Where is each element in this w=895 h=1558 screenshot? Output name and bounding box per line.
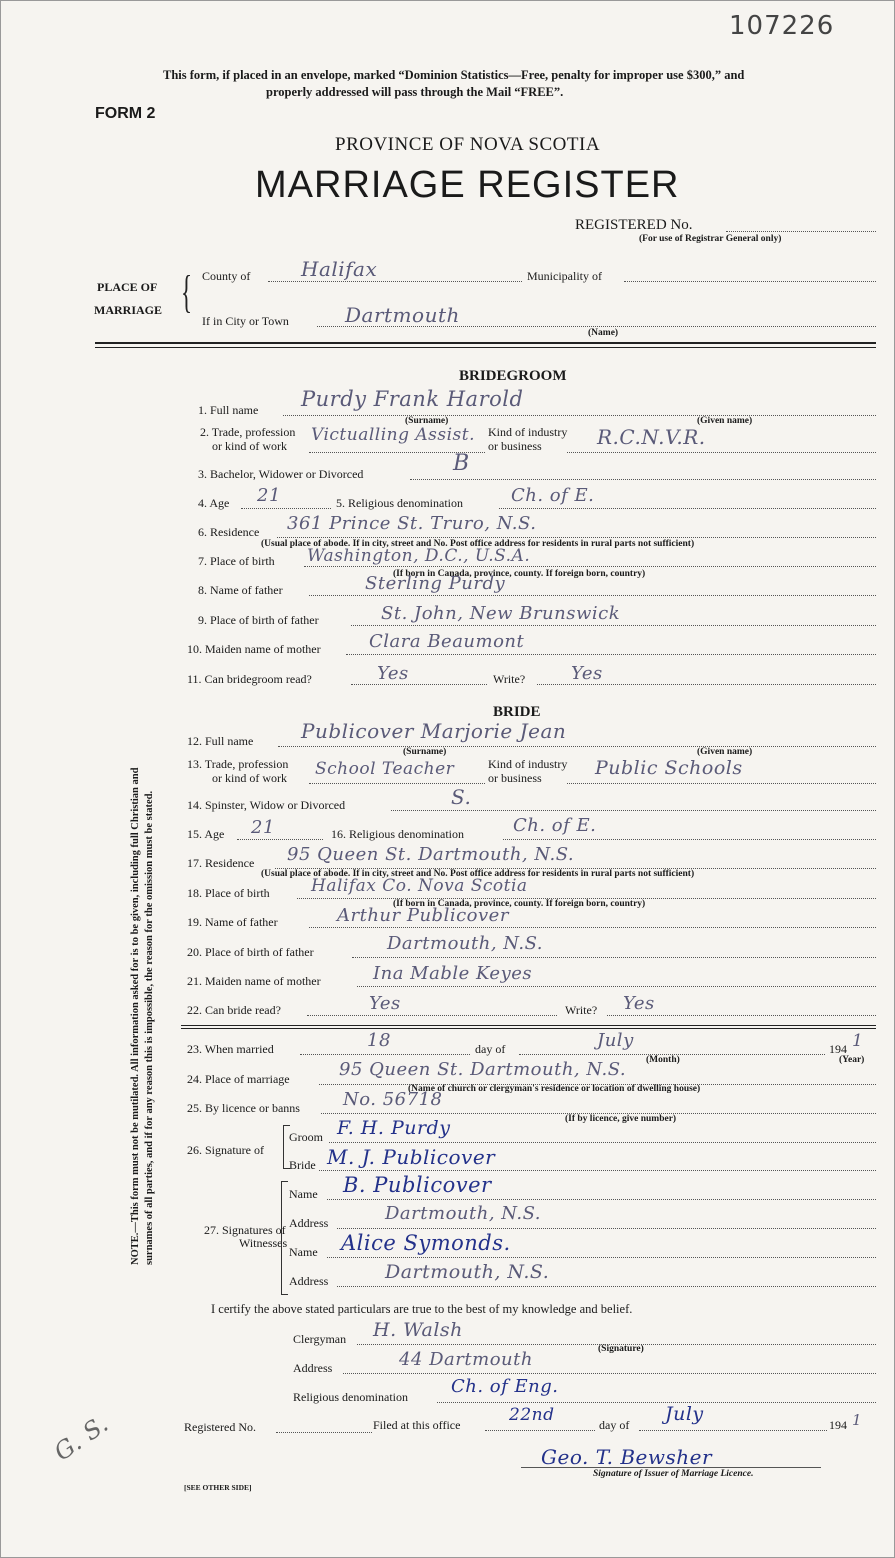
bride-heading: BRIDE bbox=[493, 704, 541, 720]
clergy-religion-line bbox=[437, 1402, 876, 1403]
side-note-line2: surnames of all parties, and if for any reason this is impossible, the reason for the omission must be stated. bbox=[144, 790, 155, 1265]
bride-line-15 bbox=[237, 839, 323, 840]
bride-label-17: 17. Residence bbox=[187, 856, 255, 870]
divider-mid-1 bbox=[181, 1025, 876, 1026]
bride-age: 21 bbox=[251, 817, 275, 838]
groom-trade: Victualling Assist. bbox=[311, 425, 476, 445]
form-label: FORM 2 bbox=[95, 105, 156, 122]
marriage-place: 95 Queen St. Dartmouth, N.S. bbox=[339, 1059, 627, 1080]
groom-label-10: 10. Maiden name of mother bbox=[187, 642, 321, 656]
bride-residence-note: (Usual place of abode. If in city, street and No. Post office address for residents in rural parts not sufficient) bbox=[261, 869, 695, 879]
witness1-address-label: Address bbox=[289, 1216, 329, 1230]
filing-filed-label: Filed at this office bbox=[373, 1418, 461, 1432]
issuer-line bbox=[521, 1467, 821, 1468]
groom-write-line bbox=[537, 684, 876, 685]
marriage-month-note: (Month) bbox=[646, 1055, 680, 1065]
bride-religion: Ch. of E. bbox=[513, 815, 597, 836]
filing-registered-line bbox=[276, 1432, 372, 1433]
filing-year-prefix: 194 bbox=[829, 1418, 847, 1432]
divider-mid-2 bbox=[181, 1028, 876, 1029]
clergyman-signature: H. Walsh bbox=[373, 1319, 463, 1341]
bride-sig-line bbox=[319, 1170, 876, 1171]
bride-read-line bbox=[307, 1015, 557, 1016]
county-label: County of bbox=[202, 269, 251, 283]
groom-label-9: 9. Place of birth of father bbox=[198, 613, 319, 627]
municipality-line bbox=[624, 281, 876, 282]
groom-line-9 bbox=[351, 625, 876, 626]
bride-signature: M. J. Publicover bbox=[327, 1145, 496, 1169]
bride-label-20: 20. Place of birth of father bbox=[187, 945, 314, 959]
bride-line-12 bbox=[278, 746, 876, 747]
witness1-name-line bbox=[327, 1199, 876, 1200]
bride-sig-label: Bride bbox=[289, 1158, 316, 1172]
page-title: MARRIAGE REGISTER bbox=[255, 164, 680, 206]
bride-line-20 bbox=[352, 957, 876, 958]
marriage-licence-note: (If by licence, give number) bbox=[565, 1114, 677, 1124]
groom-line-1 bbox=[283, 415, 876, 416]
groom-residence: 361 Prince St. Truro, N.S. bbox=[287, 513, 537, 534]
witness2-address-line bbox=[337, 1286, 876, 1287]
bride-trade-line bbox=[309, 783, 485, 784]
groom-birthplace: Washington, D.C., U.S.A. bbox=[307, 546, 531, 566]
groom-full-name: Purdy Frank Harold bbox=[301, 387, 524, 411]
groom-label-8: 8. Name of father bbox=[198, 583, 283, 597]
bride-line-21 bbox=[357, 986, 876, 987]
clergy-religion: Ch. of Eng. bbox=[451, 1376, 559, 1397]
groom-line-3 bbox=[410, 479, 876, 480]
witness2-name: Alice Symonds. bbox=[341, 1231, 511, 1255]
groom-label-5: 5. Religious denomination bbox=[336, 496, 463, 510]
witness1-address: Dartmouth, N.S. bbox=[385, 1203, 541, 1224]
bride-write-line bbox=[607, 1015, 876, 1016]
groom-read-line bbox=[351, 684, 487, 685]
place-heading-2: MARRIAGE bbox=[94, 303, 162, 317]
bride-label-12: 12. Full name bbox=[187, 734, 254, 748]
witness2-name-line bbox=[327, 1257, 876, 1258]
marriage-label-25: 25. By licence or banns bbox=[187, 1101, 300, 1115]
see-other-side: [SEE OTHER SIDE] bbox=[184, 1483, 252, 1492]
groom-label-1: 1. Full name bbox=[198, 403, 259, 417]
bride-trade: School Teacher bbox=[315, 759, 455, 779]
groom-mother: Clara Beaumont bbox=[369, 631, 525, 652]
witness1-address-line bbox=[337, 1228, 876, 1229]
bride-line-14 bbox=[391, 810, 876, 811]
witness-label-b: Witnesses bbox=[239, 1236, 288, 1250]
groom-label-11: 11. Can bridegroom read? bbox=[187, 672, 312, 686]
bridegroom-heading: BRIDEGROOM bbox=[459, 368, 567, 384]
marriage-label-26: 26. Signature of bbox=[187, 1143, 264, 1157]
bride-father-birth: Dartmouth, N.S. bbox=[387, 933, 543, 954]
issuer-label: Signature of Issuer of Marriage Licence. bbox=[593, 1469, 754, 1479]
bride-given-note: (Given name) bbox=[697, 747, 753, 757]
bride-industry: Public Schools bbox=[595, 757, 743, 779]
marriage-label-23: 23. When married bbox=[187, 1042, 274, 1056]
groom-label-6: 6. Residence bbox=[198, 525, 260, 539]
groom-surname-note: (Surname) bbox=[405, 416, 449, 426]
groom-line-10 bbox=[346, 654, 876, 655]
groom-label-2a: 2. Trade, profession bbox=[200, 425, 296, 439]
groom-label-2b: or kind of work bbox=[212, 439, 287, 453]
registered-no-line bbox=[726, 231, 876, 232]
divider-top-1 bbox=[95, 342, 876, 344]
marriage-year-note: (Year) bbox=[839, 1055, 865, 1065]
clergy-address: 44 Dartmouth bbox=[399, 1349, 533, 1370]
groom-line-8 bbox=[309, 595, 876, 596]
marriage-licence: No. 56718 bbox=[343, 1089, 443, 1110]
bride-industry-label-a: Kind of industry bbox=[488, 757, 568, 771]
groom-label-4: 4. Age bbox=[198, 496, 230, 510]
filing-day-of-label: day of bbox=[599, 1418, 630, 1432]
registered-no-label: REGISTERED No. bbox=[575, 217, 693, 233]
divider-top-2 bbox=[95, 347, 876, 348]
groom-given-note: (Given name) bbox=[697, 416, 753, 426]
bride-label-18: 18. Place of birth bbox=[187, 886, 270, 900]
bride-read: Yes bbox=[369, 993, 401, 1014]
bride-write: Yes bbox=[623, 993, 655, 1014]
province-heading: PROVINCE OF NOVA SCOTIA bbox=[335, 134, 601, 155]
groom-industry-label-a: Kind of industry bbox=[488, 425, 568, 439]
postal-notice-line1: This form, if placed in an envelope, marked “Dominion Statistics—Free, penalty for improper use $300,” and bbox=[163, 68, 745, 82]
groom-status: B bbox=[453, 451, 470, 476]
bride-surname-note: (Surname) bbox=[403, 747, 447, 757]
bride-label-19: 19. Name of father bbox=[187, 915, 278, 929]
marriage-year-prefix: 194 bbox=[829, 1042, 847, 1056]
bride-birth-note: (If born in Canada, province, county. If foreign born, country) bbox=[393, 899, 646, 909]
witness2-address-label: Address bbox=[289, 1274, 329, 1288]
marriage-day-of-label: day of bbox=[475, 1042, 506, 1056]
side-note-line1: NOTE.—This form must not be mutilated. All information asked for is to be given, including full Christian and bbox=[130, 767, 141, 1265]
filing-registered-label: Registered No. bbox=[184, 1420, 256, 1434]
groom-label-3: 3. Bachelor, Widower or Divorced bbox=[198, 467, 364, 481]
bride-birthplace: Halifax Co. Nova Scotia bbox=[311, 876, 528, 896]
groom-father: Sterling Purdy bbox=[365, 573, 506, 594]
bride-full-name: Publicover Marjorie Jean bbox=[301, 719, 567, 743]
clergy-religion-label: Religious denomination bbox=[293, 1390, 408, 1404]
bride-label-15: 15. Age bbox=[187, 827, 225, 841]
margin-initials: G. S. bbox=[48, 1409, 114, 1467]
bride-residence: 95 Queen St. Dartmouth, N.S. bbox=[287, 844, 575, 865]
groom-line-4 bbox=[241, 508, 331, 509]
bride-line-19 bbox=[309, 927, 876, 928]
groom-religion: Ch. of E. bbox=[511, 485, 595, 506]
bride-mother: Ina Mable Keyes bbox=[373, 963, 533, 984]
document-number: 107226 bbox=[729, 11, 835, 41]
filing-year-digit: 1 bbox=[852, 1411, 863, 1429]
bride-label-14: 14. Spinster, Widow or Divorced bbox=[187, 798, 346, 812]
filing-month: July bbox=[665, 1403, 704, 1425]
place-brace: { bbox=[181, 266, 193, 317]
bride-line-16 bbox=[503, 839, 876, 840]
witness2-name-label: Name bbox=[289, 1245, 318, 1259]
marriage-month: July bbox=[597, 1030, 634, 1051]
marriage-year-digit: 1 bbox=[852, 1031, 864, 1051]
bride-father: Arthur Publicover bbox=[337, 905, 509, 926]
groom-industry-label-b: or business bbox=[488, 439, 542, 453]
groom-write-label: Write? bbox=[493, 672, 526, 686]
bride-industry-line bbox=[567, 783, 876, 784]
groom-industry: R.C.N.V.R. bbox=[597, 425, 706, 449]
bride-label-21: 21. Maiden name of mother bbox=[187, 974, 321, 988]
witness1-name: B. Publicover bbox=[343, 1173, 492, 1197]
clergy-address-line bbox=[343, 1373, 876, 1374]
groom-line-5 bbox=[499, 508, 876, 509]
groom-label-7: 7. Place of birth bbox=[198, 554, 275, 568]
witness1-name-label: Name bbox=[289, 1187, 318, 1201]
municipality-label: Municipality of bbox=[527, 269, 602, 283]
marriage-day-line bbox=[300, 1054, 470, 1055]
bride-write-label: Write? bbox=[565, 1003, 598, 1017]
groom-signature: F. H. Purdy bbox=[337, 1117, 451, 1139]
groom-write: Yes bbox=[571, 663, 603, 684]
registrar-note: (For use of Registrar General only) bbox=[639, 234, 782, 244]
bride-industry-label-b: or business bbox=[488, 771, 542, 785]
marriage-day: 18 bbox=[367, 1030, 391, 1051]
groom-sig-label: Groom bbox=[289, 1130, 323, 1144]
groom-sig-line bbox=[329, 1142, 876, 1143]
city-value: Dartmouth bbox=[345, 303, 460, 327]
filing-month-line bbox=[639, 1430, 827, 1431]
certification-statement: I certify the above stated particulars are true to the best of my knowledge and belief. bbox=[211, 1302, 633, 1316]
filing-day-line bbox=[485, 1430, 595, 1431]
groom-birth-note: (If born in Canada, province, county. If foreign born, country) bbox=[393, 569, 646, 579]
city-label: If in City or Town bbox=[202, 314, 289, 328]
groom-father-birth: St. John, New Brunswick bbox=[381, 603, 621, 624]
groom-read: Yes bbox=[377, 663, 409, 684]
witness-bracket bbox=[281, 1181, 288, 1295]
county-line bbox=[268, 281, 522, 282]
marriage-label-24: 24. Place of marriage bbox=[187, 1072, 290, 1086]
clergy-address-label: Address bbox=[293, 1361, 333, 1375]
bride-label-13a: 13. Trade, profession bbox=[187, 757, 289, 771]
filing-day: 22nd bbox=[509, 1405, 555, 1425]
issuer-signature: Geo. T. Bewsher bbox=[541, 1445, 713, 1469]
postal-notice-line2: properly addressed will pass through the Mail “FREE”. bbox=[266, 85, 564, 99]
witness-label-a: 27. Signatures of bbox=[204, 1223, 286, 1237]
groom-line-6 bbox=[277, 537, 876, 538]
clergyman-label: Clergyman bbox=[293, 1332, 347, 1346]
bride-label-13b: or kind of work bbox=[212, 771, 287, 785]
city-name-note: (Name) bbox=[588, 328, 619, 338]
clergyman-signature-note: (Signature) bbox=[598, 1344, 644, 1354]
bride-label-16: 16. Religious denomination bbox=[331, 827, 464, 841]
bride-status: S. bbox=[451, 785, 472, 809]
place-heading-1: PLACE OF bbox=[97, 280, 158, 294]
witness2-address: Dartmouth, N.S. bbox=[385, 1261, 550, 1283]
county-value: Halifax bbox=[301, 257, 378, 281]
bride-label-22: 22. Can bride read? bbox=[187, 1003, 281, 1017]
groom-age: 21 bbox=[257, 485, 281, 506]
marriage-place-note: (Name of church or clergyman's residence or location of dwelling house) bbox=[408, 1084, 701, 1094]
groom-industry-line bbox=[567, 452, 876, 453]
groom-residence-note: (Usual place of abode. If in city, street and No. Post office address for residents in rural parts not sufficient) bbox=[261, 539, 695, 549]
groom-line-7 bbox=[304, 566, 876, 567]
